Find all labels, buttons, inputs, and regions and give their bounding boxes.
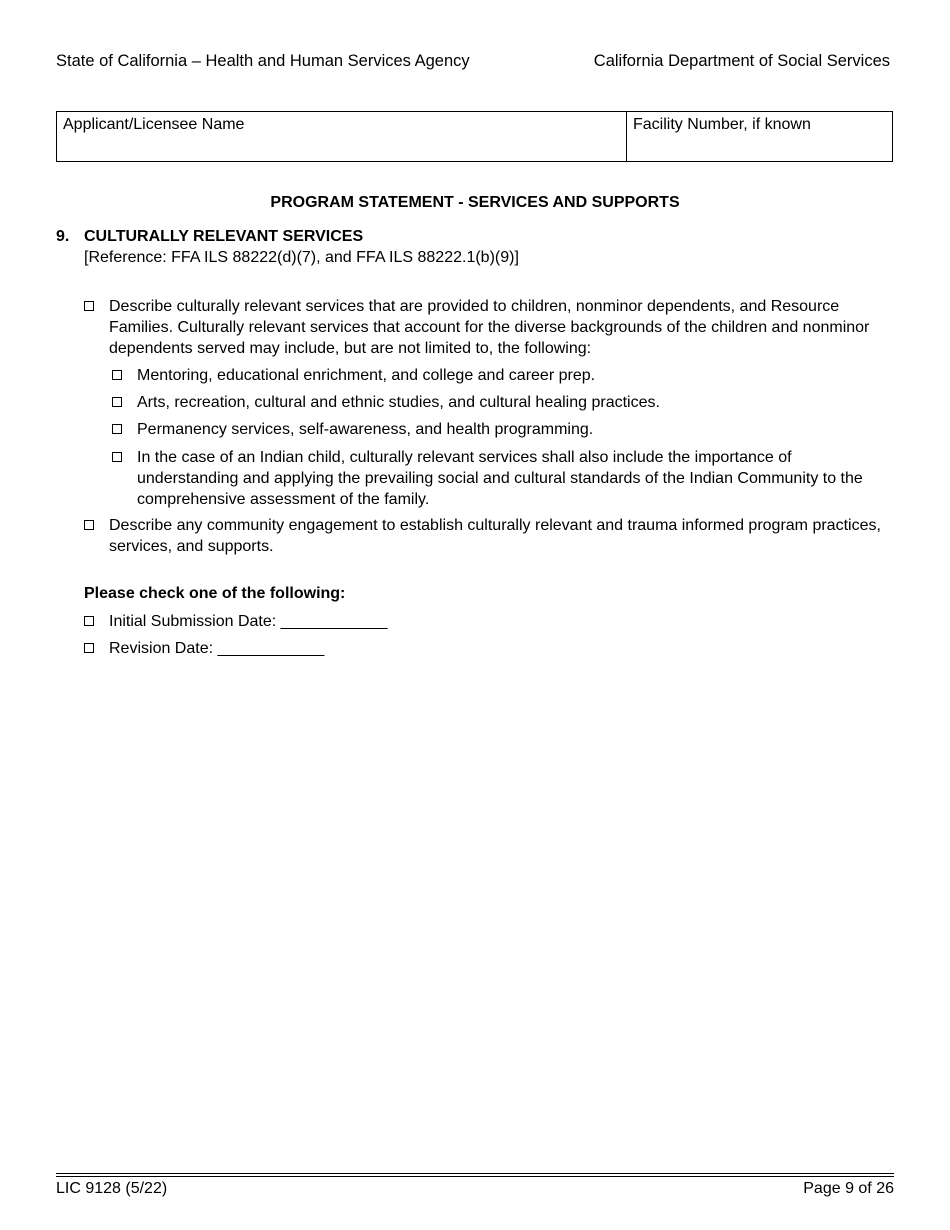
- list-item: [84, 611, 584, 632]
- checkbox-arts[interactable]: [112, 397, 122, 407]
- list-item: [112, 392, 894, 413]
- item-text: Permanency services, self-awareness, and health programming.: [137, 421, 594, 438]
- applicant-name-field[interactable]: [57, 112, 627, 161]
- footer-divider: [56, 1176, 894, 1177]
- facility-number-field[interactable]: [627, 112, 892, 161]
- list-item: [112, 419, 894, 440]
- item-text: Mentoring, educational enrichment, and college and career prep.: [137, 367, 596, 384]
- applicant-info-table: [56, 111, 893, 162]
- section-number: 9.: [56, 228, 70, 245]
- section-reference: [Reference: FFA ILS 88222(d)(7), and FFA ILS 88222.1(b)(9)]: [84, 249, 519, 266]
- list-item: [84, 638, 584, 659]
- checkbox-permanency[interactable]: [112, 424, 122, 434]
- list-item: [112, 447, 894, 510]
- checkbox-indian-child[interactable]: [112, 452, 122, 462]
- applicant-name-label: Applicant/Licensee Name: [63, 116, 245, 133]
- initial-submission-date: Initial Submission Date: ____________: [109, 613, 388, 630]
- page-number: Page 9 of 26: [803, 1180, 894, 1197]
- section-heading: [56, 228, 363, 246]
- item-text: Describe culturally relevant services that are provided to children, nonminor dependents, and Resource Families. Culturally relevant services that account for the diverse backgrounds of the children and nonminor dependents served may include, but are not limited to, the following:: [109, 298, 870, 357]
- checkbox-revision[interactable]: [84, 643, 94, 653]
- list-item: [84, 515, 894, 557]
- checkbox-initial-submission[interactable]: [84, 616, 94, 626]
- checkbox-describe-services[interactable]: [84, 301, 94, 311]
- checkbox-mentoring[interactable]: [112, 370, 122, 380]
- item-text: In the case of an Indian child, culturally relevant services shall also include the importance of understanding and applying the prevailing social and cultural standards of the Indian Community to the comprehensive assessment of the family.: [137, 449, 863, 508]
- revision-date: Revision Date: ____________: [109, 640, 325, 657]
- list-item: [84, 296, 894, 359]
- form-id: LIC 9128 (5/22): [56, 1180, 168, 1197]
- facility-number-label: Facility Number, if known: [633, 116, 811, 133]
- section-title: CULTURALLY RELEVANT SERVICES: [84, 228, 364, 245]
- header-department: California Department of Social Services: [593, 52, 890, 70]
- checkbox-community-engagement[interactable]: [84, 520, 94, 530]
- footer-divider: [56, 1173, 894, 1174]
- header-agency: State of California – Health and Human Services Agency: [56, 52, 470, 70]
- check-heading: Please check one of the following:: [84, 585, 346, 602]
- list-item: [112, 365, 894, 386]
- item-text: Arts, recreation, cultural and ethnic studies, and cultural healing practices.: [137, 394, 660, 411]
- program-title: PROGRAM STATEMENT - SERVICES AND SUPPORTS: [270, 194, 680, 211]
- item-text: Describe any community engagement to establish culturally relevant and trauma informed program practices, services, and supports.: [109, 517, 881, 555]
